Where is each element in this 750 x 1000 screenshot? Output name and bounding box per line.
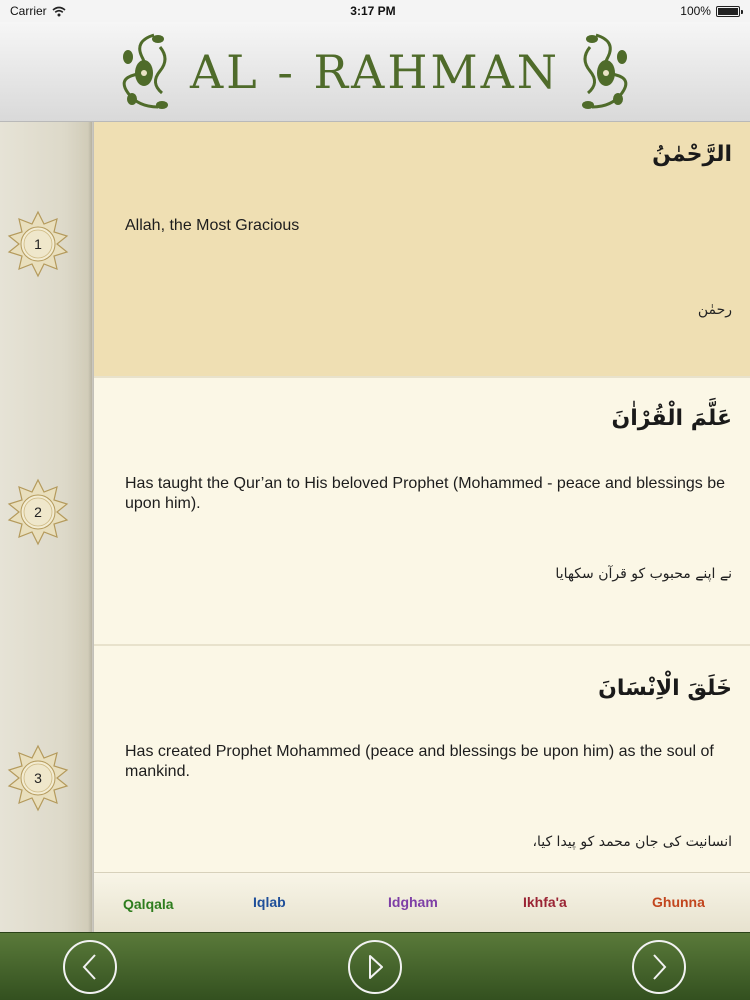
verse-row[interactable]	[94, 122, 750, 378]
carrier-label: Carrier	[10, 4, 47, 18]
next-button[interactable]	[632, 940, 686, 994]
verse-list	[94, 122, 750, 874]
floral-ornament-left-icon	[114, 27, 176, 117]
verse-urdu-text: انسانیت کی جان محمد کو پیدا کیا،	[532, 834, 732, 850]
play-button[interactable]	[348, 940, 402, 994]
tajweed-legend	[94, 872, 750, 932]
verse-urdu-text: رحمٰن	[697, 302, 732, 318]
page-title: AL - RAHMAN	[189, 44, 561, 99]
battery-percent: 100%	[680, 4, 711, 18]
battery-icon	[716, 6, 740, 17]
verse-translation-text: Has taught the Qur’an to His beloved Prophet (Mohammed - peace and blessings be upon him).	[125, 475, 726, 512]
wifi-icon	[52, 6, 66, 17]
verse-number-badge[interactable]	[4, 478, 72, 546]
legend-iqlab[interactable]: Iqlab	[253, 894, 286, 910]
app-header	[0, 22, 750, 122]
verse-arabic-text: عَلَّمَ الْقُرْاٰنَ	[611, 406, 732, 431]
status-right	[680, 4, 740, 18]
verse-arabic-text: خَلَقَ الْاِنْسَانَ	[598, 676, 732, 701]
verse-number-badge[interactable]	[4, 744, 72, 812]
verse-translation-text: Has created Prophet Mohammed (peace and blessings be upon him) as the soul of mankind.	[125, 743, 714, 780]
chevron-right-icon	[647, 952, 671, 982]
verse-row[interactable]	[94, 378, 750, 646]
play-icon	[363, 952, 387, 982]
verse-number: 1	[34, 236, 42, 252]
legend-idgham[interactable]: Idgham	[388, 894, 438, 910]
legend-qalqala[interactable]: Qalqala	[123, 896, 174, 912]
status-left	[10, 4, 66, 18]
verse-urdu-text: نے اپنے محبوب کو قرآن سکھایا	[555, 566, 732, 582]
chevron-left-icon	[78, 952, 102, 982]
battery-fill	[718, 8, 738, 15]
verse-row[interactable]	[94, 646, 750, 874]
status-time: 3:17 PM	[350, 4, 396, 18]
previous-button[interactable]	[63, 940, 117, 994]
verse-number-badge[interactable]	[4, 210, 72, 278]
bottom-navigation-bar	[0, 932, 750, 1000]
verse-number: 3	[34, 770, 42, 786]
status-bar	[0, 0, 750, 22]
verse-number: 2	[34, 504, 42, 520]
legend-ikhfaa[interactable]: Ikhfa'a	[523, 894, 567, 910]
verse-translation-text: Allah, the Most Gracious	[125, 217, 300, 234]
floral-ornament-right-icon	[574, 27, 636, 117]
verse-arabic-text: الرَّحْمٰنُ	[652, 142, 732, 167]
legend-ghunna[interactable]: Ghunna	[652, 894, 705, 910]
